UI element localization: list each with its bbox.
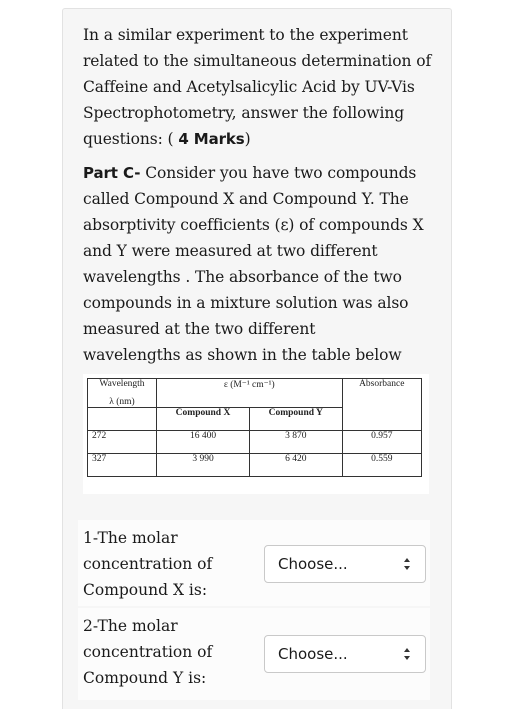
intro-line: questions: ( 4 Marks) — [83, 130, 251, 148]
absorbance-cell: 0.559 — [342, 454, 421, 477]
part-c-line: measured at the two different — [83, 320, 316, 338]
table-row — [88, 454, 422, 477]
data-table-image — [83, 374, 429, 494]
part-c-line: wavelengths as shown in the table below — [83, 346, 402, 364]
select-value: Choose... — [278, 645, 348, 663]
question-2 — [78, 608, 430, 700]
table-row — [88, 431, 422, 454]
compound-x-select[interactable] — [264, 545, 426, 583]
part-c-label: Part C- — [83, 164, 141, 182]
absorbance-table — [87, 378, 422, 477]
epsilon-header-cell: ε (M⁻¹ cm⁻¹) — [157, 379, 343, 408]
intro-line: Caffeine and Acetylsalicylic Acid by UV-Vis — [83, 78, 415, 96]
part-c-line: wavelengths . The absorbance of the two — [83, 268, 402, 286]
part-c-line: absorptivity coefficients (ε) of compounds X — [83, 216, 424, 234]
intro-line: In a similar experiment to the experiment — [83, 26, 408, 44]
epsilon-x-cell: 16 400 — [157, 431, 250, 454]
compound-x-header: Compound X — [157, 408, 250, 431]
compound-y-select[interactable] — [264, 635, 426, 673]
part-c-text — [83, 160, 433, 368]
updown-chevron-icon — [403, 646, 411, 662]
intro-line: Spectrophotometry, answer the following — [83, 104, 405, 122]
question-2-label: 2-The molar concentration of Compound Y is: — [83, 617, 213, 687]
part-c-line: called Compound X and Compound Y. The — [83, 190, 409, 208]
epsilon-x-cell: 3 990 — [157, 454, 250, 477]
absorbance-header-cell: Absorbance — [342, 379, 421, 431]
marks-label: 4 Marks — [178, 130, 245, 148]
wavelength-header-cell: Wavelength λ (nm) — [88, 379, 157, 408]
select-value: Choose... — [278, 555, 348, 573]
absorbance-cell: 0.957 — [342, 431, 421, 454]
updown-chevron-icon — [403, 556, 411, 572]
part-c-line: compounds in a mixture solution was also — [83, 294, 409, 312]
epsilon-y-cell: 3 870 — [250, 431, 343, 454]
intro-line: related to the simultaneous determination of — [83, 52, 432, 70]
epsilon-y-cell: 6 420 — [250, 454, 343, 477]
part-c-line: and Y were measured at two different — [83, 242, 378, 260]
part-c-line: Part C- Consider you have two compounds — [83, 164, 417, 182]
question-intro — [83, 22, 433, 152]
question-1 — [78, 520, 430, 606]
wavelength-cell: 327 — [88, 454, 157, 477]
empty-cell — [88, 408, 157, 431]
question-1-label: 1-The molar concentration of Compound X is: — [83, 529, 213, 599]
wavelength-cell: 272 — [88, 431, 157, 454]
compound-y-header: Compound Y — [250, 408, 343, 431]
